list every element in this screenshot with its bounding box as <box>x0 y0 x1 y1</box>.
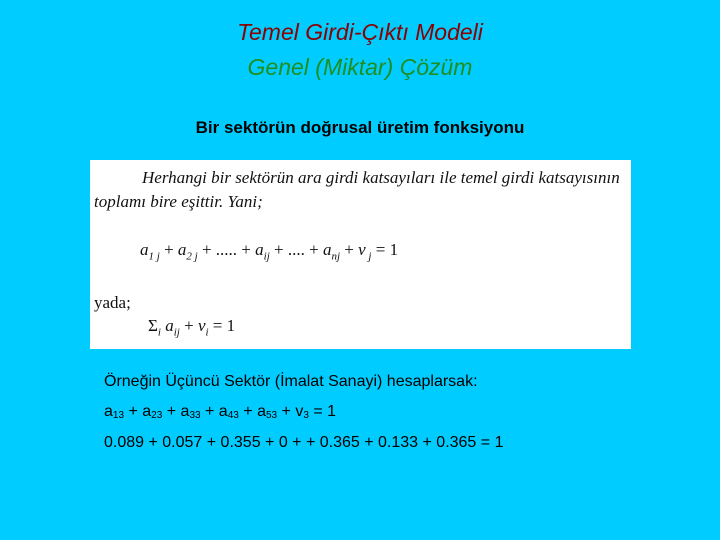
formula-image-panel <box>90 160 631 349</box>
term-v3: $v_3$ <box>295 403 309 421</box>
term-a33: $a_{33}$ <box>180 403 201 421</box>
summation-equation: $\Sigma_i$ $a_{ij} + v_i = 1$ <box>148 316 236 339</box>
production-function-equation: $a_{1 j} + a_{2 j}$ + ..... + $a_{ij}$ + .... + $a_{nj} + v$ $_j$ = 1 <box>140 240 399 263</box>
summation-result: = 1 <box>212 316 236 335</box>
slide-subtitle: Genel (Miktar) Çözüm <box>247 54 473 80</box>
section-heading: Bir sektörün doğrusal üretim fonksiyonu <box>195 118 525 137</box>
term-a43: $a_{43}$ <box>218 403 239 421</box>
term-a13: $a_{13}$ <box>104 403 125 421</box>
example-values-line: 0.089 + 0.057 + 0.355 + 0 + + 0.365 + 0.133 + 0.365 = 1 <box>104 434 504 451</box>
formula-intro-line1: Herhangi bir sektörün ara girdi katsayıları ile temel girdi katsayısının <box>142 168 620 187</box>
formula-intro-line2: toplamı bire eşittir. Yani; <box>94 192 263 211</box>
example-intro: Örneğin Üçüncü Sektör (İmalat Sanayi) hesaplarsak: <box>104 373 478 390</box>
equation-result: = 1 <box>313 403 337 420</box>
term-a53: $a_{53}$ <box>257 403 278 421</box>
or-label: yada; <box>94 293 131 312</box>
term-a23: $a_{23}$ <box>142 403 163 421</box>
example-equation: $a_{13} + a_{23} + a_{33} + a_{43} + a_{53} + v_3 = 1$ <box>104 403 337 421</box>
slide-title: Temel Girdi-Çıktı Modeli <box>237 19 483 45</box>
